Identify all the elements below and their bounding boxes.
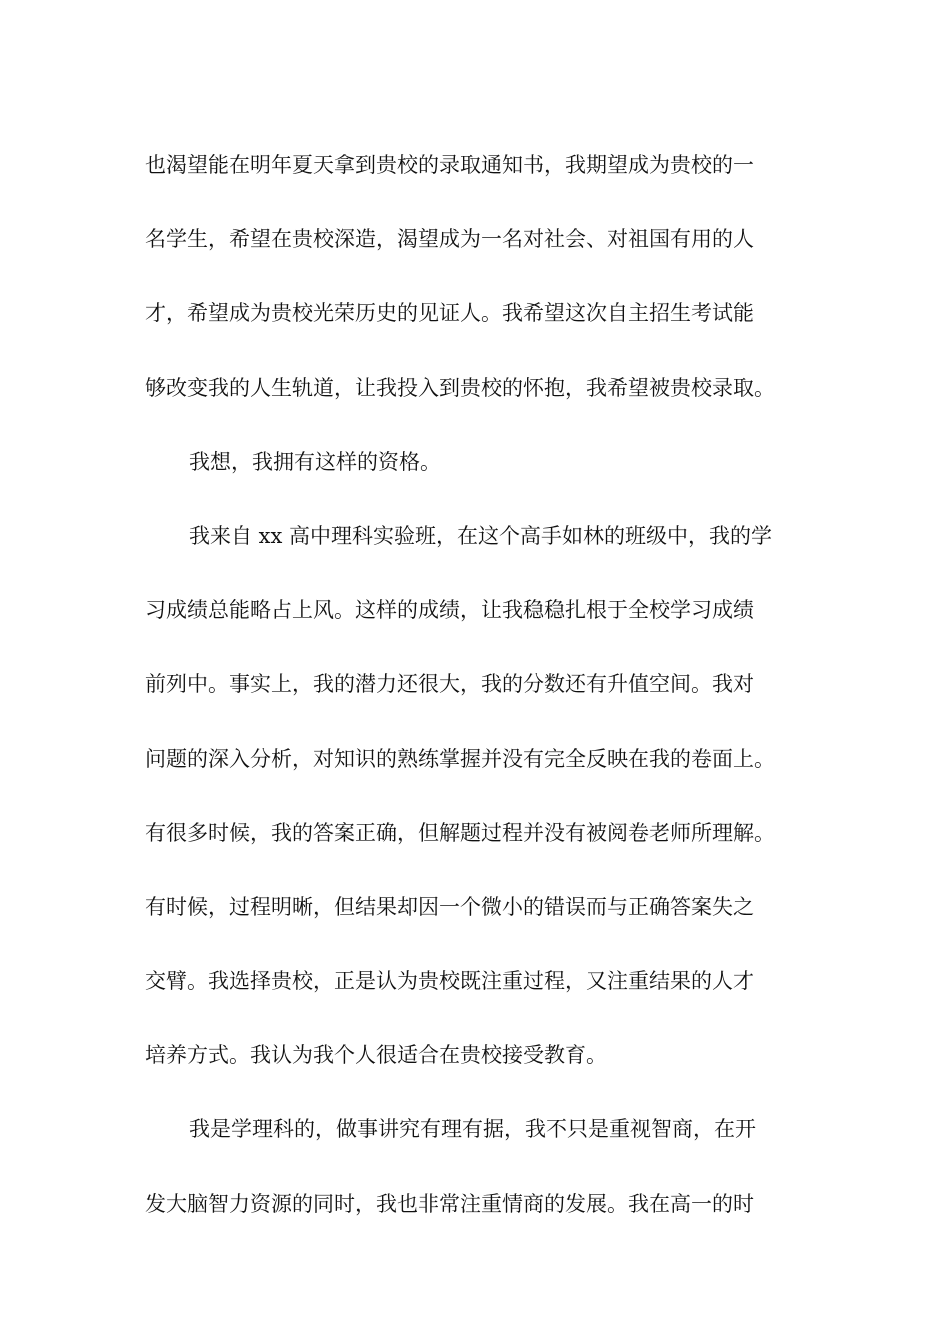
text-line: 前列中。事实上，我的潜力还很大，我的分数还有升值空间。我对	[145, 672, 754, 697]
text-line: 有时候，过程明晰，但结果却因一个微小的错误而与正确答案失之	[145, 894, 754, 919]
text-line: 才，希望成为贵校光荣历史的见证人。我希望这次自主招生考试能	[145, 301, 754, 326]
paragraph-start-line: 我来自 xx 高中理科实验班，在这个高手如林的班级中，我的学	[189, 523, 773, 548]
text-line: 交臂。我选择贵校，正是认为贵校既注重过程，又注重结果的人才	[145, 969, 754, 994]
paragraph-start-line: 我想，我拥有这样的资格。	[189, 449, 441, 474]
text-line: 名学生，希望在贵校深造，渴望成为一名对社会、对祖国有用的人	[145, 227, 754, 252]
text-line: 问题的深入分析，对知识的熟练掌握并没有完全反映在我的卷面上。	[145, 746, 775, 771]
text-line: 够改变我的人生轨道，让我投入到贵校的怀抱，我希望被贵校录取。	[145, 375, 775, 400]
text-line: 习成绩总能略占上风。这样的成绩，让我稳稳扎根于全校学习成绩	[145, 598, 754, 623]
text-line: 发大脑智力资源的同时，我也非常注重情商的发展。我在高一的时	[145, 1191, 754, 1216]
text-line: 培养方式。我认为我个人很适合在贵校接受教育。	[145, 1043, 607, 1068]
paragraph-start-line: 我是学理科的，做事讲究有理有据，我不只是重视智商，在开	[189, 1117, 756, 1142]
text-line: 也渴望能在明年夏天拿到贵校的录取通知书，我期望成为贵校的一	[145, 153, 754, 177]
text-line: 有很多时候，我的答案正确，但解题过程并没有被阅卷老师所理解。	[145, 820, 775, 845]
document-body	[145, 128, 815, 1241]
